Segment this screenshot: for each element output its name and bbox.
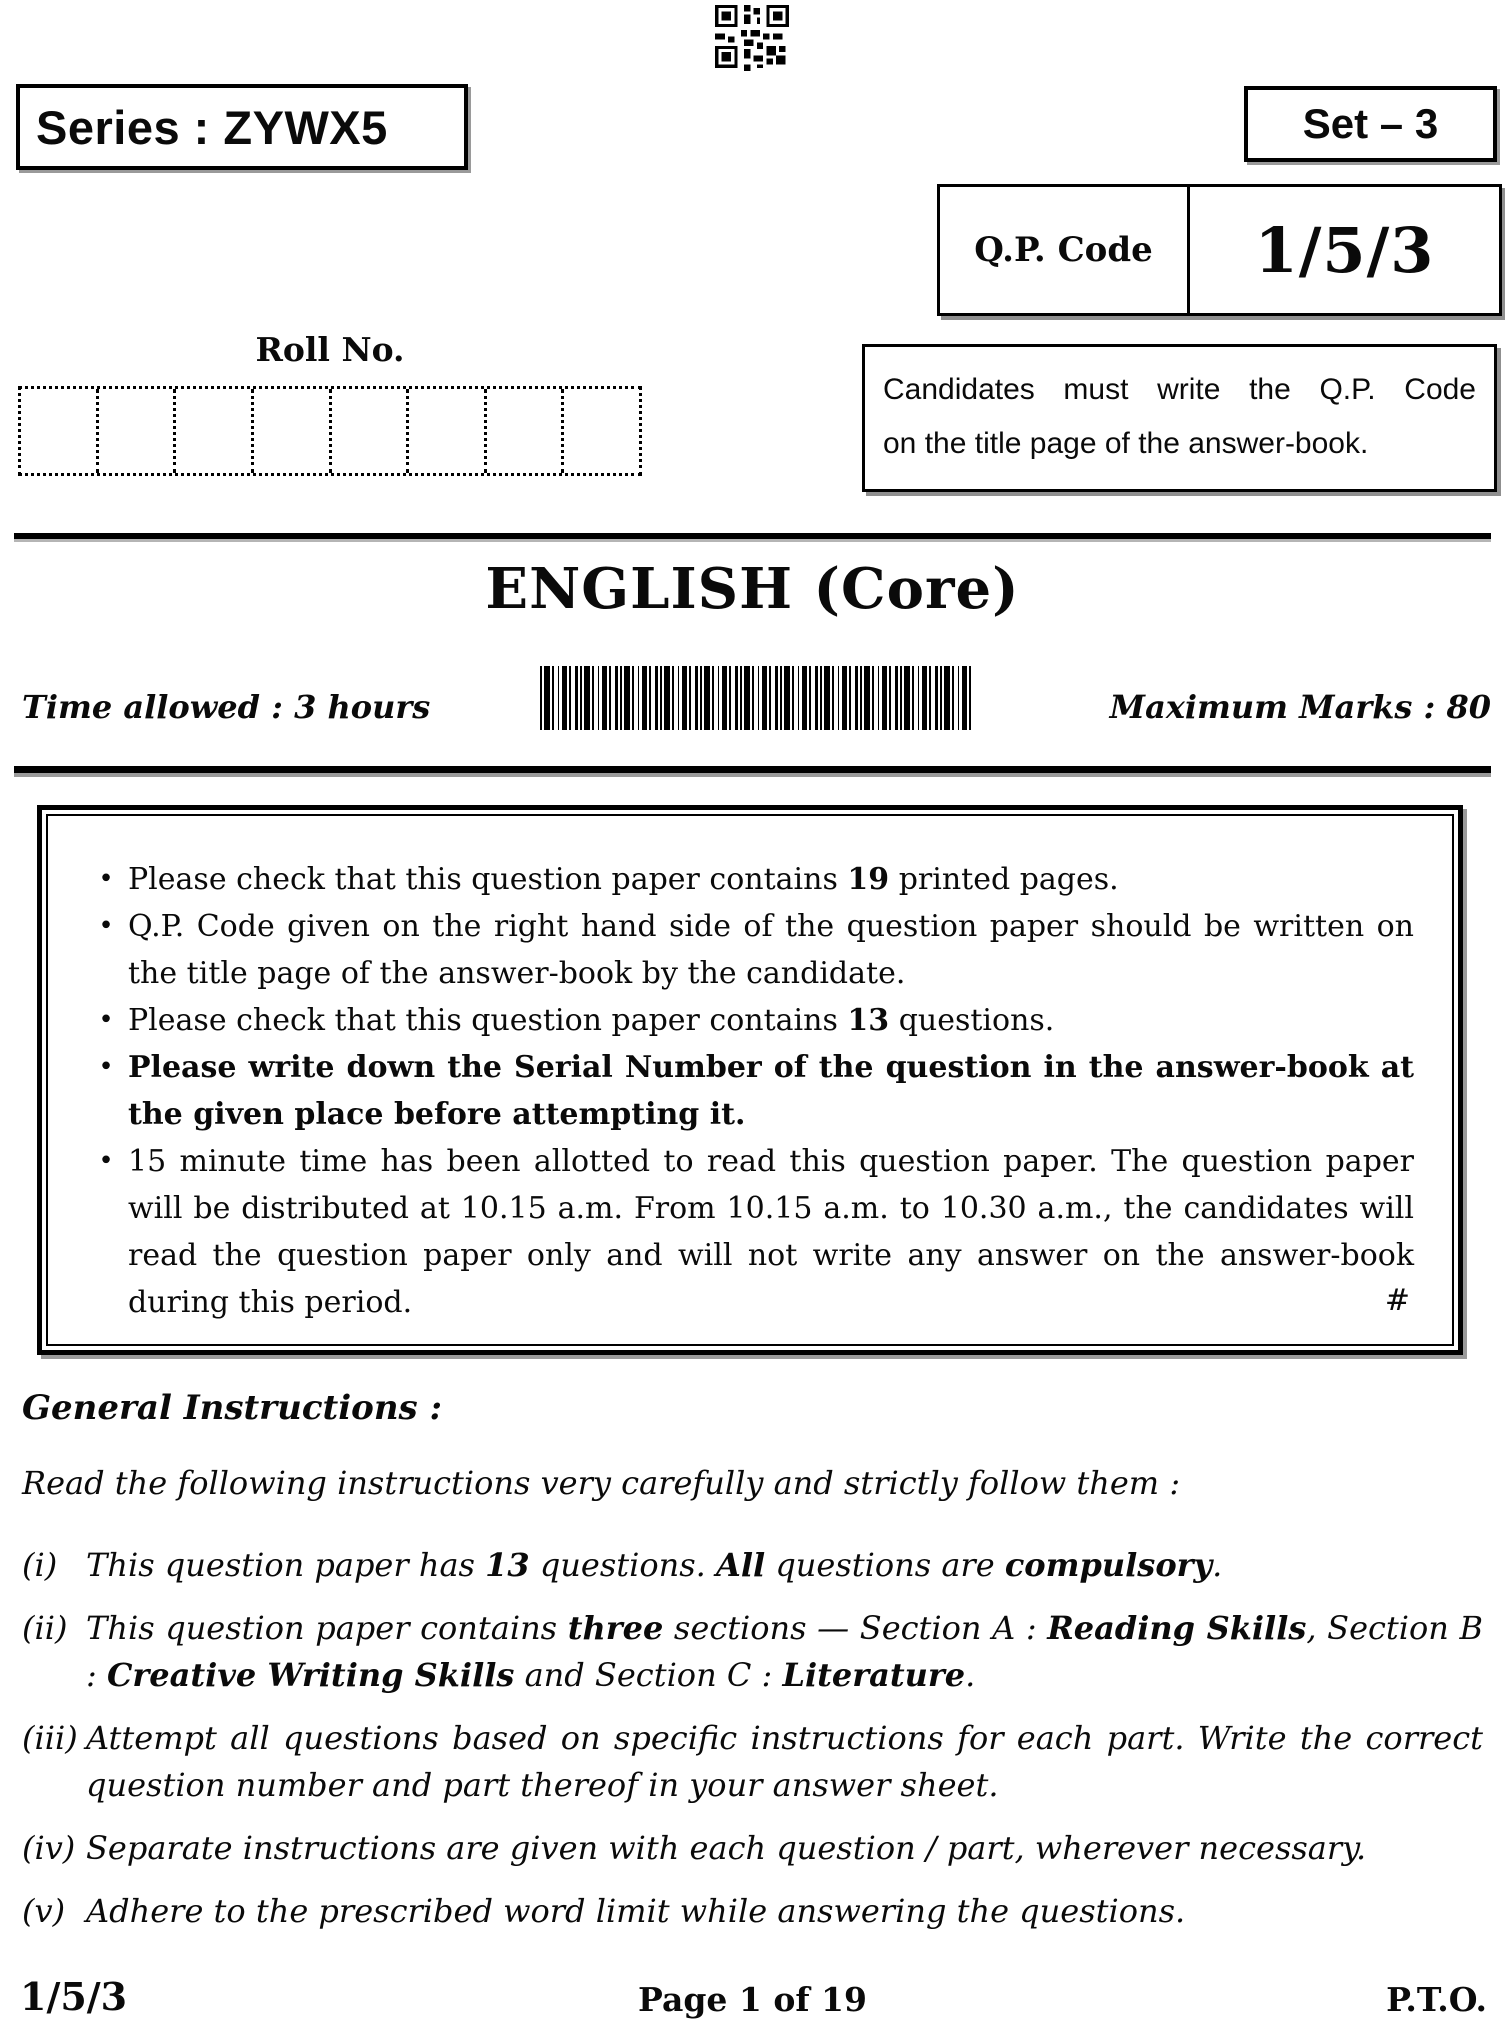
notice-box [37, 805, 1463, 1355]
instruction-text: This question paper contains three sections — Section A : Reading Skills, Section B : Creative Writing Skills and Section C : Literature. [86, 1609, 1483, 1694]
instruction-number: (iii) [22, 1719, 78, 1757]
notice-bullet [84, 1044, 1418, 1138]
time-allowed-label: Time allowed : 3 hours [22, 688, 431, 726]
horizontal-rule-bottom [14, 766, 1491, 773]
candidates-note-line1: Candidates must write the Q.P. Code [883, 373, 1476, 406]
instruction-text: Adhere to the prescribed word limit while answering the questions. [86, 1892, 1186, 1930]
roll-cell[interactable] [254, 389, 332, 473]
notice-bullet [84, 903, 1418, 997]
qp-code-table [937, 184, 1502, 316]
notice-bullet [84, 856, 1418, 903]
candidates-note-box [862, 344, 1497, 492]
notice-bullet [84, 1138, 1418, 1326]
instruction-text: Attempt all questions based on specific instructions for each part. Write the correct question number and part thereof in your answer sheet. [86, 1719, 1483, 1804]
general-instruction-item [22, 1715, 1489, 1809]
barcode-icon [540, 666, 972, 730]
notice-bullet-text: 15 minute time has been allotted to read this question paper. The question paper will be distributed at 10.15 a.m. From 10.15 a.m. to 10.30 a.m., the candidates will read the question paper only and will not write any answer on the answer-book during this period. # [128, 1138, 1418, 1326]
maximum-marks-label: Maximum Marks : 80 [1109, 688, 1491, 726]
roll-cell[interactable] [176, 389, 254, 473]
roll-cell[interactable] [99, 389, 177, 473]
footer-pto: P.T.O. [1386, 1980, 1487, 2019]
page-title: ENGLISH (Core) [485, 556, 1020, 622]
general-instruction-item [22, 1542, 1489, 1589]
bullet-icon: • [98, 864, 114, 894]
series-label: Series : ZYWX5 [36, 100, 388, 154]
notice-bullet-text: Please check that this question paper contains 13 questions. [128, 1003, 1055, 1038]
roll-cell[interactable] [487, 389, 565, 473]
instruction-text: Separate instructions are given with each question / part, wherever necessary. [86, 1829, 1367, 1867]
general-instruction-item [22, 1888, 1489, 1935]
instruction-number: (iv) [22, 1829, 76, 1867]
footer-qp-code: 1/5/3 [20, 1974, 128, 2019]
notice-bullet-list [46, 814, 1454, 1346]
roll-cell[interactable] [409, 389, 487, 473]
instruction-text: This question paper has 13 questions. All questions are compulsory. [86, 1546, 1223, 1584]
bullet-icon: • [98, 1146, 114, 1176]
roll-number-label: Roll No. [255, 330, 405, 369]
notice-bullet-text: Q.P. Code given on the right hand side of the question paper should be written on the title page of the answer-book by the candidate. [128, 909, 1414, 991]
general-instructions-intro: Read the following instructions very carefully and strictly follow them : [22, 1464, 1181, 1502]
roll-cell[interactable] [332, 389, 410, 473]
set-box [1244, 86, 1497, 162]
roll-cell[interactable] [564, 389, 639, 473]
notice-bullet-text: Please check that this question paper contains 19 printed pages. [128, 862, 1119, 897]
bullet-icon: • [98, 911, 114, 941]
set-label: Set – 3 [1302, 100, 1439, 147]
horizontal-rule-top [14, 533, 1491, 539]
general-instructions-heading: General Instructions : [22, 1388, 443, 1428]
general-instructions-list [22, 1542, 1489, 1935]
general-instruction-item [22, 1825, 1489, 1872]
candidates-note-line2: on the title page of the answer-book. [883, 427, 1369, 460]
roll-cell[interactable] [21, 389, 99, 473]
notice-bullet [84, 997, 1418, 1044]
notice-bullet-text: Please write down the Serial Number of the question in the answer-book at the given place before attempting it. [128, 1050, 1414, 1132]
instruction-number: (ii) [22, 1609, 68, 1647]
instruction-number: (i) [22, 1546, 58, 1584]
roll-number-boxes[interactable] [18, 386, 642, 476]
general-instruction-item [22, 1605, 1489, 1699]
bullet-icon: • [98, 1052, 114, 1082]
general-instructions-section [0, 1388, 1505, 1951]
bullet-icon: • [98, 1005, 114, 1035]
qp-code-value: 1/5/3 [1254, 213, 1435, 287]
qr-code-icon [712, 5, 792, 71]
hash-mark: # [1384, 1283, 1410, 1318]
qp-code-label: Q.P. Code [940, 187, 1190, 313]
series-box [16, 84, 468, 170]
footer-page-number: Page 1 of 19 [638, 1980, 867, 2019]
instruction-number: (v) [22, 1892, 66, 1930]
